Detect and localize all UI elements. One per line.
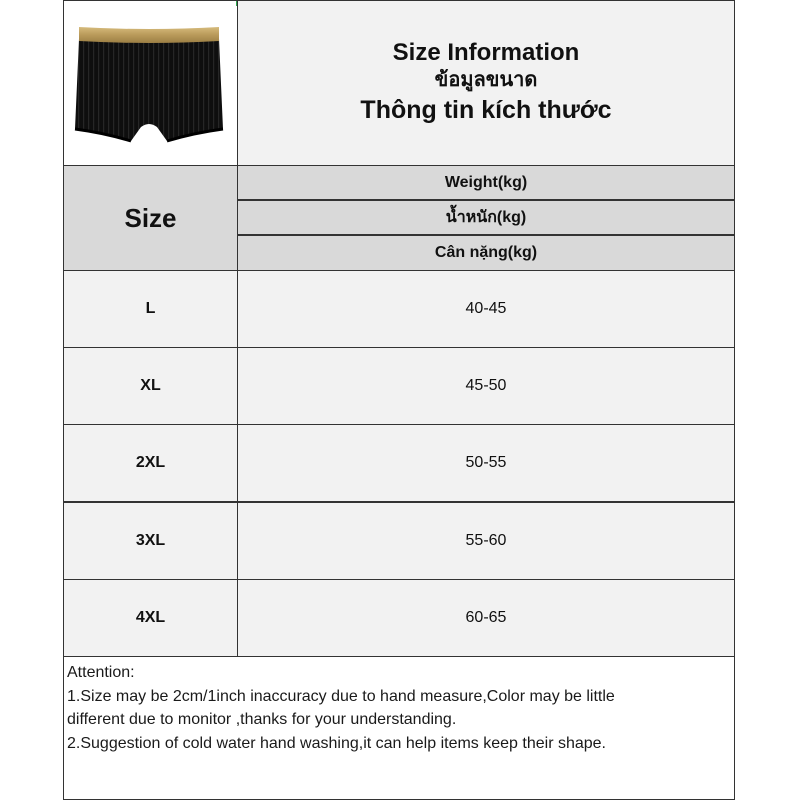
size-cell: 2XL — [63, 424, 238, 502]
size-cell: 4XL — [63, 579, 238, 657]
product-image-cell — [63, 0, 238, 166]
size-cell: L — [63, 270, 238, 348]
size-cell: XL — [63, 347, 238, 425]
boxer-briefs-image — [73, 25, 225, 145]
title-english: Size Information — [392, 38, 580, 66]
attention-notes — [63, 656, 735, 800]
weight-header-thai: น้ำหนัก(kg) — [237, 200, 735, 235]
attention-line: different due to monitor ,thanks for your understanding. — [67, 711, 457, 728]
title-block — [237, 0, 735, 166]
attention-line: 2.Suggestion of cold water hand washing,it can help items keep their shape. — [67, 734, 606, 752]
attention-line: 1.Size may be 2cm/1inch inaccuracy due to hand measure,Color may be little — [67, 687, 615, 705]
size-cell: 3XL — [63, 502, 238, 580]
title-vietnamese: Thông tin kích thước — [360, 95, 612, 124]
weight-cell: 50-55 — [237, 424, 735, 502]
size-chart — [63, 0, 735, 800]
title-thai: ข้อมูลขนาด — [434, 68, 538, 91]
weight-cell: 55-60 — [237, 502, 735, 580]
weight-cell: 40-45 — [237, 270, 735, 348]
size-column-header: Size — [63, 165, 238, 271]
weight-header-english: Weight(kg) — [237, 165, 735, 200]
attention-heading: Attention: — [67, 664, 135, 681]
weight-cell: 45-50 — [237, 347, 735, 425]
weight-header-vietnamese: Cân nặng(kg) — [237, 235, 735, 271]
weight-cell: 60-65 — [237, 579, 735, 657]
